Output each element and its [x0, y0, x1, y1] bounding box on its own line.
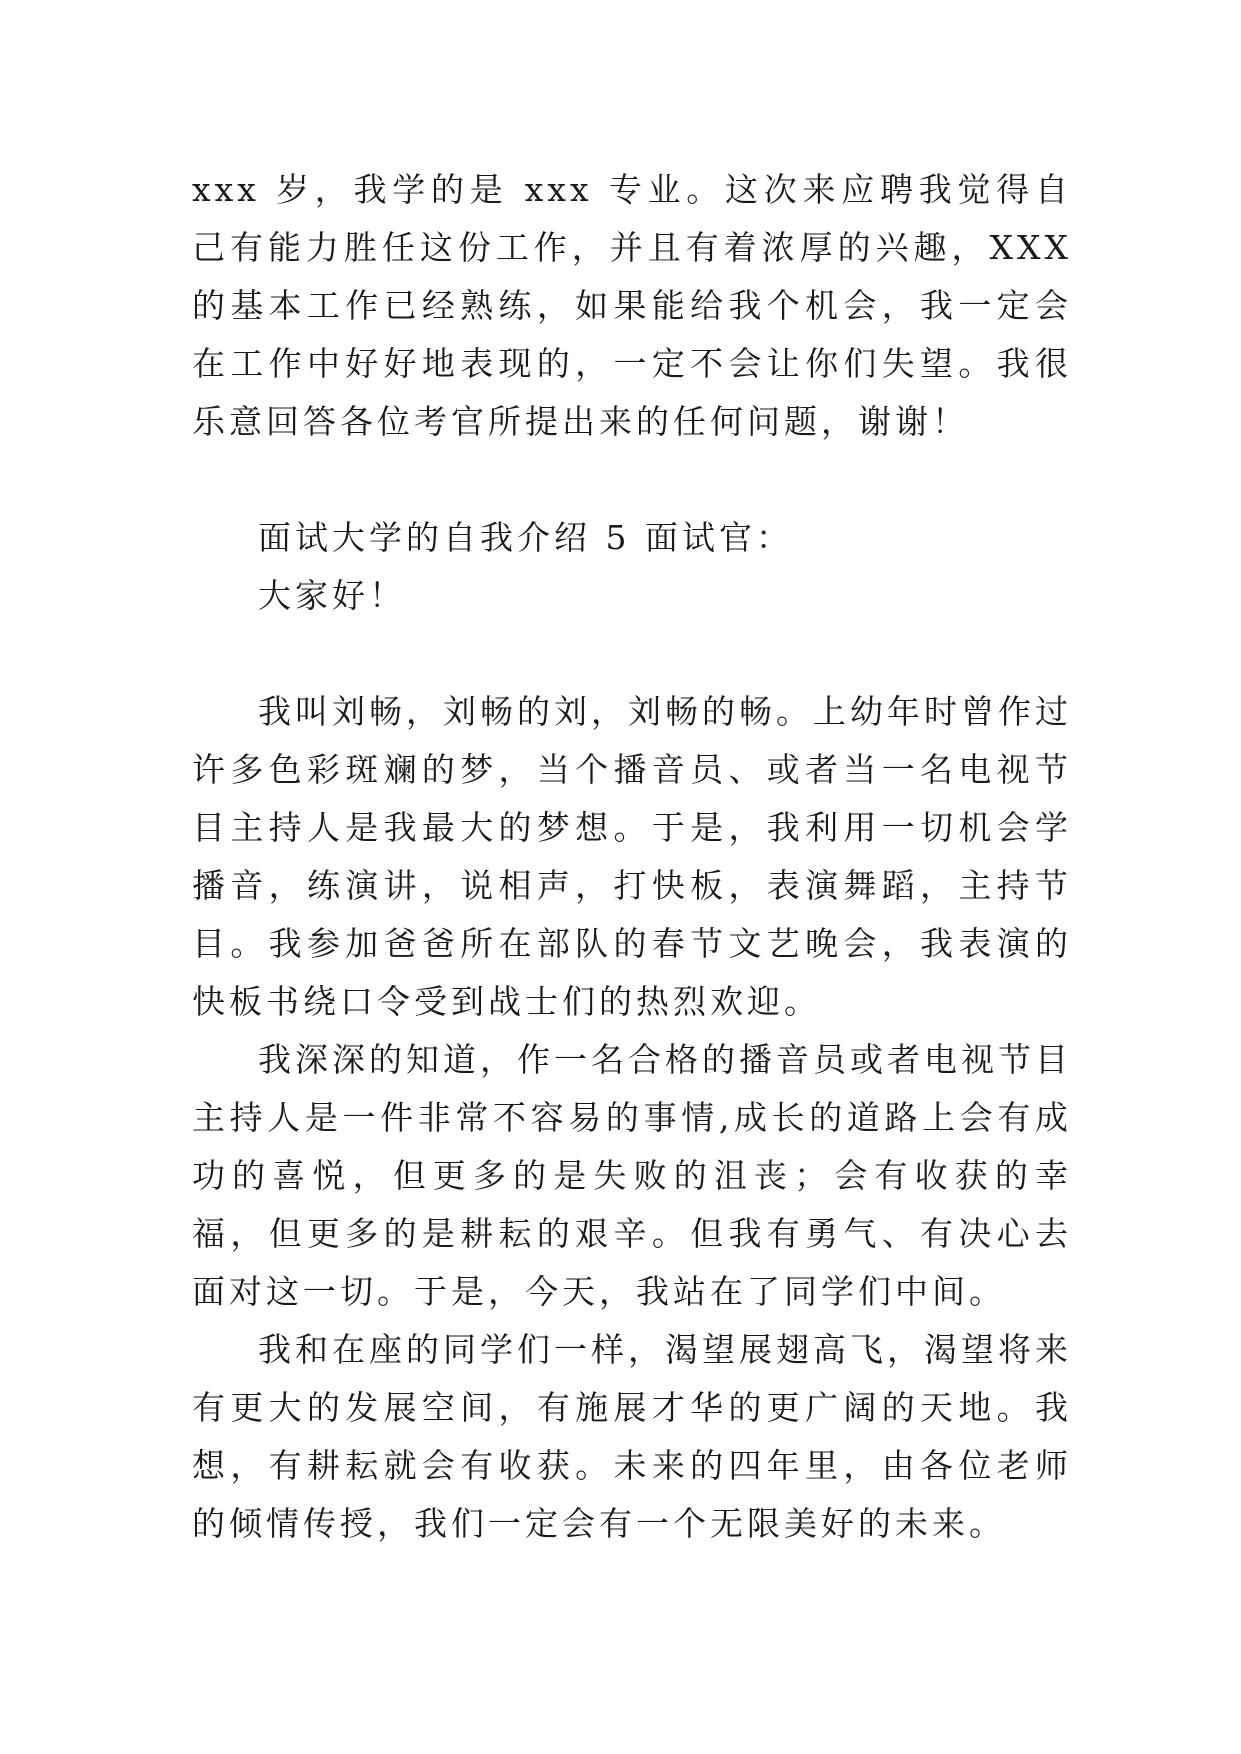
- opening-paragraph: xxx 岁，我学的是 xxx 专业。这次来应聘我觉得自己有能力胜任这份工作，并且有着浓厚的兴趣，XXX 的基本工作已经熟练，如果能给我个机会，我一定会在工作中好好地表现的，一定不会让你们失望。我很乐意回答各位考官所提出来的任何问题，谢谢！: [192, 170, 1072, 441]
- body-text-block: [192, 683, 1072, 1553]
- greeting: 大家好！: [258, 576, 406, 615]
- body-paragraph: 我深深的知道，作一名合格的播音员或者电视节目主持人是一件非常不容易的事情,成长的道路上会有成功的喜悦，但更多的是失败的沮丧；会有收获的幸福，但更多的是耕耘的艰辛。但我有勇气、有决心去面对这一切。于是，今天，我站在了同学们中间。: [192, 1040, 1072, 1311]
- body-paragraph: 我叫刘畅，刘畅的刘，刘畅的畅。上幼年时曾作过许多色彩斑斓的梦，当个播音员、或者当一名电视节目主持人是我最大的梦想。于是，我利用一切机会学播音，练演讲，说相声，打快板，表演舞蹈，主持节目。我参加爸爸所在部队的春节文艺晚会，我表演的快板书绕口令受到战士们的热烈欢迎。: [192, 692, 1072, 1021]
- body-paragraph: 我和在座的同学们一样，渴望展翅高飞，渴望将来有更大的发展空间，有施展才华的更广阔的天地。我想，有耕耘就会有收获。未来的四年里，由各位老师的倾情传授，我们一定会有一个无限美好的未来。: [192, 1330, 1072, 1543]
- opening-text-block: [192, 161, 1072, 451]
- section-heading: 面试大学的自我介绍 5 面试官：: [258, 518, 793, 557]
- section-header-block: [192, 509, 1072, 625]
